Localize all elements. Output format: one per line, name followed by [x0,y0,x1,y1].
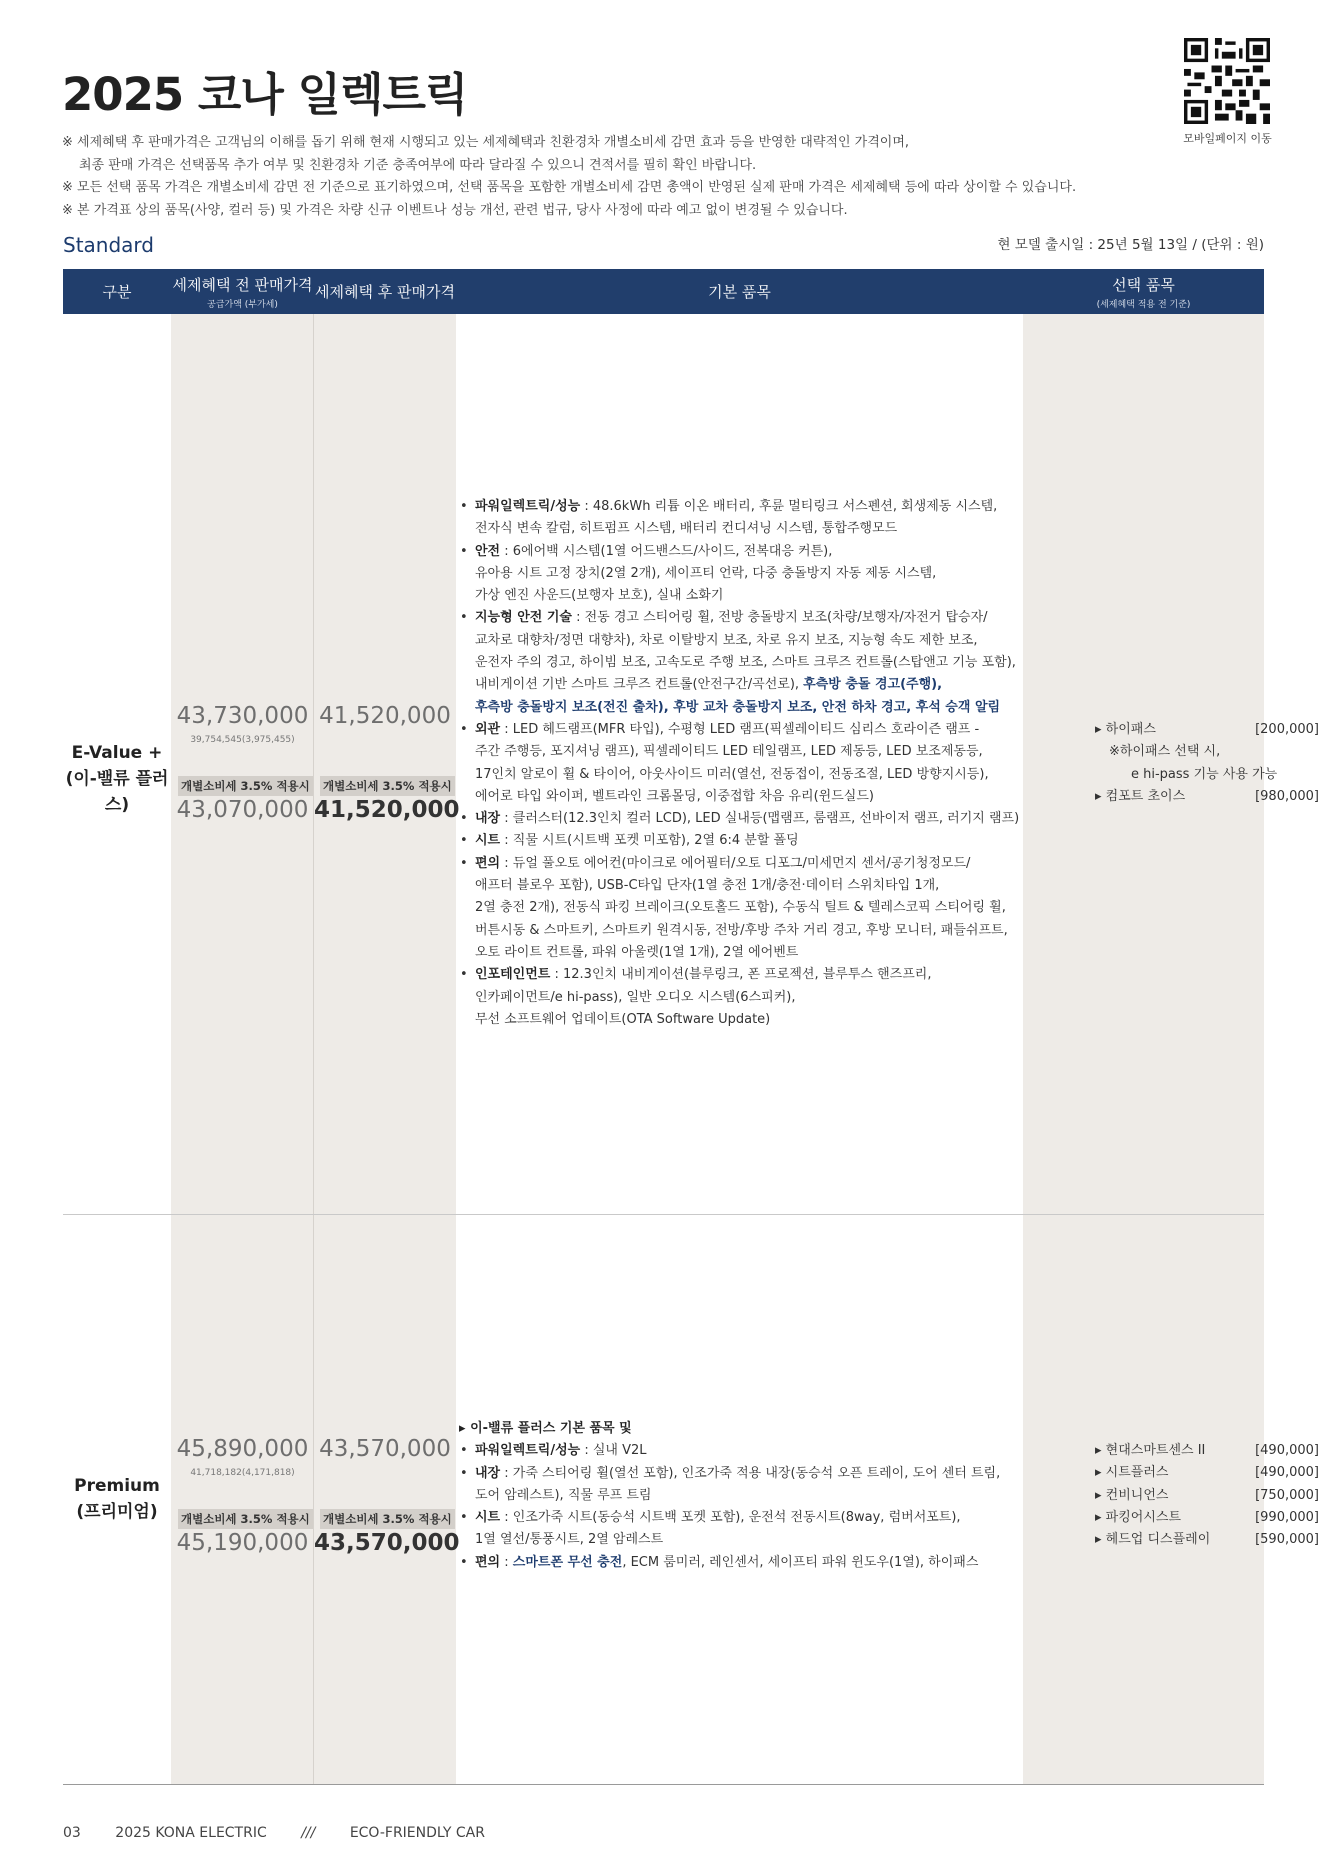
price-before: 43,730,000 [176,703,309,729]
tax-badge: 개별소비세 3.5% 적용시 [320,1509,455,1529]
list-item-cont: 17인치 알로이 휠 & 타이어, 아웃사이드 미러(열선, 전동접이, 전동조절, LED 방향지시등), [475,766,989,782]
option-name: ▸ 컴포트 초이스 [1095,786,1185,808]
page-number: 03 [63,1825,81,1841]
column-divider [313,314,314,1784]
trim-name [63,1473,171,1525]
price-before-tax: 45,190,000 [176,1530,309,1556]
option-price: [750,000] [1255,1487,1319,1503]
tax-badge: 개별소비세 3.5% 적용시 [320,776,455,796]
list-item: • 편의 : 듀얼 풀오토 에어컨(마이크로 에어필터/오토 디포그/미세먼지 센서/공기청정모드/ [459,853,1079,875]
list-item-cont: 무선 소프트웨어 업데이트(OTA Software Update) [475,1011,771,1027]
price-after: 43,570,000 [319,1436,451,1462]
list-item: • 안전 : 6에어백 시스템(1열 어드밴스드/사이드, 전복대응 커튼), [459,541,1079,563]
list-item: • 지능형 안전 기술 : 전동 경고 스티어링 휠, 전방 충돌방지 보조(차량/보행자/자전거 탑승자/ [459,607,1079,629]
tax-badge: 개별소비세 3.5% 적용시 [178,1509,313,1529]
column-bg-before [171,314,313,1784]
header-label: 기본 품목 [708,283,771,301]
table-bottom-line [63,1784,1264,1785]
basic-items-list [459,1418,1079,1574]
list-item-cont: 후측방 충돌방지 보조(전진 출차), 후방 교차 충돌방지 보조, 안전 하차 경고, 후석 승객 알림 [475,699,1001,715]
notice-line: ※ 세제혜택 후 판매가격은 고객님의 이해를 돕기 위해 현재 시행되고 있는 세제혜택과 친환경차 개별소비세 감면 효과 등을 반영한 대략적인 가격이며, [62,135,910,150]
option-price: [200,000] [1255,722,1319,737]
option-name: ▸ 현대스마트센스 II [1095,1440,1205,1462]
trim-name [63,740,171,818]
options-list [1095,719,1319,808]
list-item: • 내장 : 가죽 스티어링 휠(열선 포함), 인조가죽 적용 내장(동승석 오픈 트레이, 도어 센터 트림, [459,1463,1079,1485]
price-after-tax: 41,520,000 [314,797,460,823]
option-name: ▸ 컨비니언스 [1095,1485,1168,1507]
header-basic-items [456,269,1023,314]
list-item-cont: 2열 충전 2개), 전동식 파킹 브레이크(오토홀드 포함), 수동식 틸트 & 텔레스코픽 스티어링 휠, [475,900,1006,916]
header-options [1023,269,1264,314]
header-sublabel: (세제혜택 적용 전 기준) [1096,299,1191,310]
list-item: • 내장 : 클러스터(12.3인치 컬러 LCD), LED 실내등(맵램프, 룸램프, 선바이저 램프, 러기지 램프) [459,808,1079,830]
option-item-convenience[interactable] [1095,1485,1319,1507]
list-item: • 인포테인먼트 : 12.3인치 내비게이션(블루링크, 폰 프로젝션, 블루투스 핸즈프리, [459,964,1079,986]
option-item-hipass[interactable] [1095,719,1319,741]
list-item-cont: 주간 주행등, 포지셔닝 램프), 픽셀레이티드 LED 테일램프, LED 제동등, LED 보조제동등, [475,744,983,760]
header-label: 세제혜택 전 판매가격 [172,275,313,294]
trim-sublabel: (프리미엄) [76,1502,158,1522]
footer-model: 2025 KONA ELECTRIC [115,1825,267,1841]
option-note: ※하이패스 선택 시, [1109,744,1221,760]
option-price: [490,000] [1255,1443,1319,1458]
supply-price: 39,754,545(3,975,455) [190,735,295,745]
table-header [63,269,1264,314]
option-price: [590,000] [1255,1532,1319,1548]
list-item-cont: 운전자 주의 경고, 하이빔 보조, 고속도로 주행 보조, 스마트 크루즈 컨트롤(스탑앤고 기능 포함), [475,655,1016,671]
basic-items-list [459,496,1079,1031]
header-label: 구분 [102,283,132,301]
qr-code-icon[interactable] [1184,38,1270,124]
qr-label: 모바일페이지 이동 [1183,132,1272,145]
option-name: ▸ 하이패스 [1095,719,1156,741]
list-item-cont: 버튼시동 & 스마트키, 스마트키 원격시동, 전방/후방 주차 거리 경고, 후방 모니터, 패들쉬프트, [475,922,1008,938]
option-item-smartsense[interactable] [1095,1440,1319,1462]
list-item: • 외관 : LED 헤드램프(MFR 타입), 수평형 LED 램프(픽셀레이티드 심리스 호라이즌 램프 - [459,719,1079,741]
trim-label: E-Value + [71,743,163,763]
notice-list [62,132,1112,222]
release-info: 현 모델 출시일 : 25년 5월 13일 / (단위 : 원) [997,237,1264,253]
list-item-cont: 인카페이먼트/e hi-pass), 일반 오디오 시스템(6스피커), [475,989,796,1005]
option-item-hud[interactable] [1095,1529,1319,1551]
options-list [1095,1440,1319,1551]
option-item-comfort-choice[interactable] [1095,786,1319,808]
list-item: • 파워일렉트릭/성능 : 48.6kWh 리튬 이온 배터리, 후륜 멀티링크 서스펜션, 회생제동 시스템, [459,496,1079,518]
triangle-icon: ▸ [459,1421,471,1436]
option-note: e hi-pass 기능 사용 가능 [1131,766,1278,782]
list-item-cont: 유아용 시트 고정 장치(2열 2개), 세이프티 언락, 다중 충돌방지 자동 제동 시스템, [475,565,937,581]
list-item: • 파워일렉트릭/성능 : 실내 V2L [459,1440,1079,1462]
notice-line: ※ 본 가격표 상의 품목(사양, 컬러 등) 및 가격은 차량 신규 이벤트나 성능 개선, 관련 법규, 당사 사정에 따라 예고 없이 변경될 수 있습니다. [62,202,848,218]
trim-label: Premium [74,1476,160,1496]
footer-category: ECO-FRIENDLY CAR [349,1825,485,1841]
option-price: [980,000] [1255,788,1319,804]
price-before: 45,890,000 [176,1436,309,1462]
header-label: 세제혜택 후 판매가격 [315,283,455,301]
option-price: [990,000] [1255,1509,1319,1525]
header-sublabel: 공급가액 (부가세) [207,299,278,310]
list-item-cont: 교차로 대향차/정면 대향차), 차로 이탈방지 보조, 차로 유지 보조, 지능형 속도 제한 보조, [475,632,978,648]
option-item-seat-plus[interactable] [1095,1462,1319,1484]
option-name: ▸ 헤드업 디스플레이 [1095,1529,1210,1551]
list-item-cont: 에어로 타입 와이퍼, 벨트라인 크롬몰딩, 이중접합 차음 유리(윈드실드) [475,788,874,804]
page-footer [63,1825,515,1841]
notice-line: 최종 판매 가격은 선택품목 추가 여부 및 친환경차 기준 충족여부에 따라 달라질 수 있으니 견적서를 필히 확인 바랍니다. [79,157,757,173]
list-item: • 편의 : 스마트폰 무선 충전, ECM 룸미러, 레인센서, 세이프티 파워 윈도우(1열), 하이패스 [459,1552,1079,1574]
header-trim [63,269,171,314]
list-item-cont: 도어 암레스트), 직물 루프 트림 [475,1487,652,1503]
price-after-tax: 43,570,000 [314,1530,460,1556]
list-item-cont: 내비게이션 기반 스마트 크루즈 컨트롤(안전구간/곡선로), 후측방 충돌 경고(주행), [475,677,943,693]
notice-line: ※ 모든 선택 품목 가격은 개별소비세 감면 전 기준으로 표기하였으며, 선택 품목을 포함한 개별소비세 감면 총액이 반영된 실제 판매 가격은 세제혜택 등에 따라 상이할 수 있습니다. [62,180,1077,195]
list-item-cont: 전자식 변속 칼럼, 히트펌프 시스템, 배터리 컨디셔닝 시스템, 통합주행모드 [475,521,898,537]
option-name: ▸ 파킹어시스트 [1095,1507,1181,1529]
page-title: 2025 코나 일렉트릭 [62,68,468,121]
list-item: • 시트 : 인조가죽 시트(동승석 시트백 포켓 포함), 운전석 전동시트(8way, 럼버서포트), [459,1507,1079,1529]
price-before-tax: 43,070,000 [176,797,309,823]
header-price-before [171,269,314,314]
supply-price: 41,718,182(4,171,818) [190,1468,295,1478]
price-after: 41,520,000 [319,703,451,729]
header-price-after [314,269,456,314]
list-item-cont: 1열 열선/통풍시트, 2열 암레스트 [475,1532,664,1548]
option-item-parking-assist[interactable] [1095,1507,1319,1529]
trim-sublabel: (이-밸류 플러스) [65,769,169,815]
list-heading: ▸ 이-밸류 플러스 기본 품목 및 [459,1421,632,1436]
list-item-cont: 가상 엔진 사운드(보행자 보호), 실내 소화기 [475,588,724,604]
option-price: [490,000] [1255,1465,1319,1481]
list-item-cont: 오토 라이트 컨트롤, 파워 아울렛(1열 1개), 2열 에어벤트 [475,944,799,960]
list-item: • 시트 : 직물 시트(시트백 포켓 미포함), 2열 6:4 분할 폴딩 [459,830,1079,852]
tax-badge: 개별소비세 3.5% 적용시 [178,776,313,796]
row-divider [63,1214,1264,1215]
option-name: ▸ 시트플러스 [1095,1462,1168,1484]
list-item-cont: 애프터 블로우 포함), USB-C타입 단자(1열 충전 1개/충전·데이터 스위치타입 1개, [475,878,940,894]
column-bg-after [314,314,460,1784]
header-label: 선택 품목 [1112,275,1175,294]
section-title: Standard [63,233,154,257]
footer-separator: /// [301,1825,316,1841]
